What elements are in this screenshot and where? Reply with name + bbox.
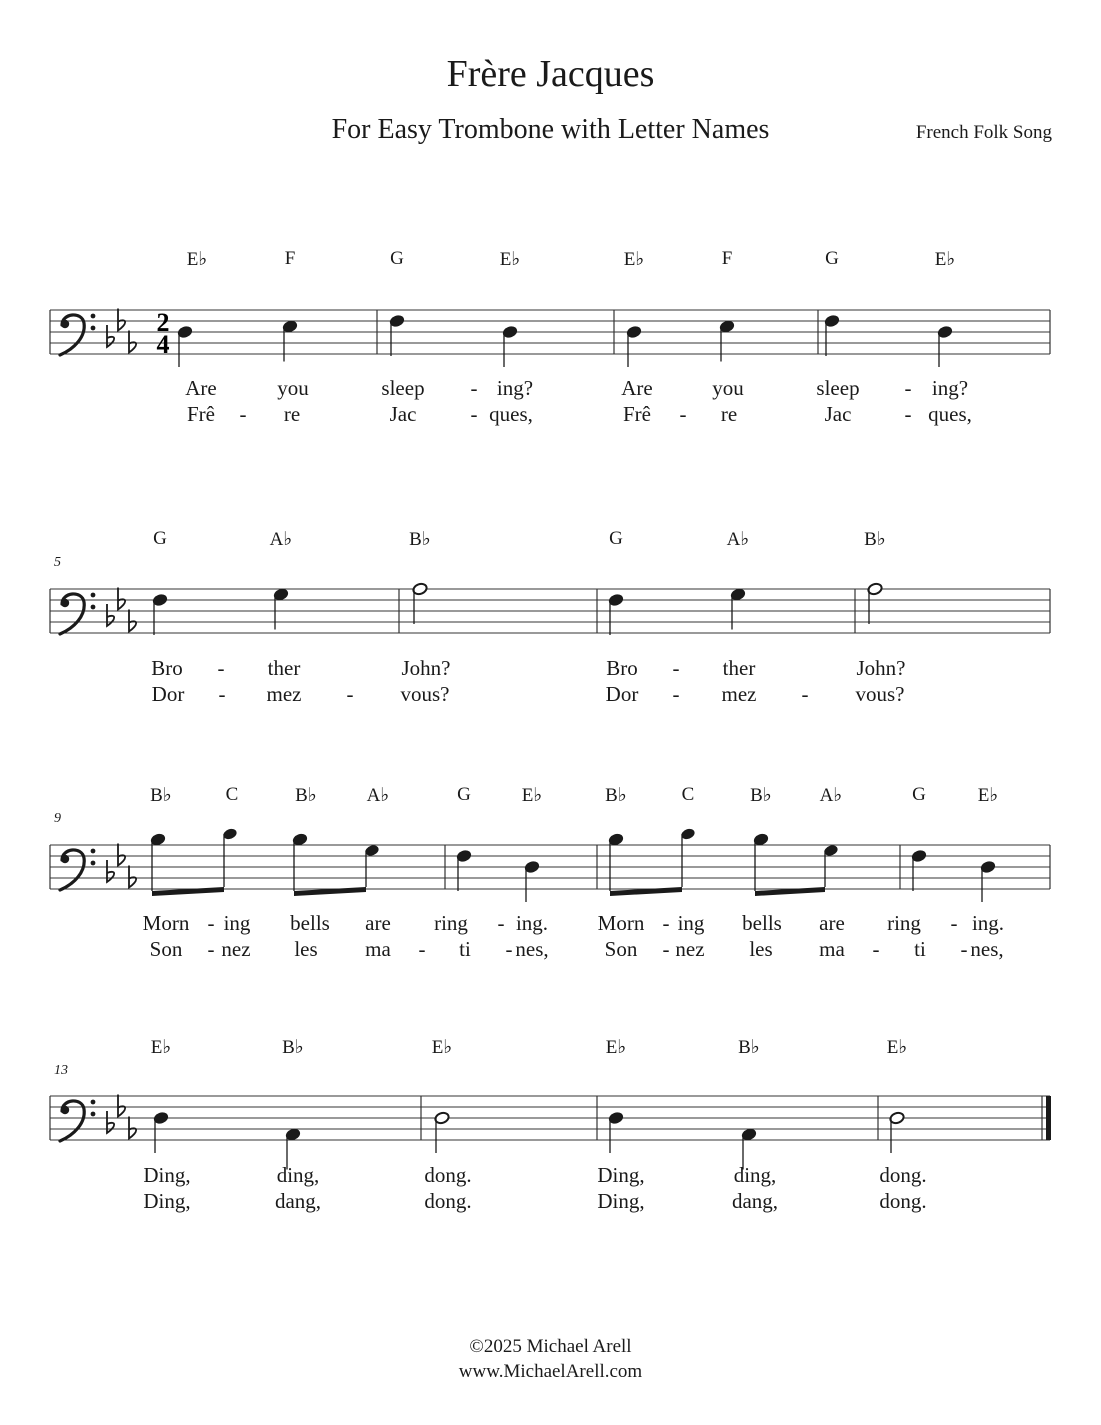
lyric-verse-1: ing <box>223 911 251 935</box>
note-letter-name: E♭ <box>521 785 543 806</box>
note-letter-name: F <box>721 248 733 269</box>
note-letter-name: G <box>457 784 471 805</box>
lyric-verse-1: ring <box>887 911 921 935</box>
copyright-notice: ©2025 Michael Arell <box>469 1336 632 1357</box>
lyric-verse-1: Ding, <box>143 1163 191 1187</box>
lyric-verse-1: - <box>904 376 912 400</box>
lyric-verse-2: Ding, <box>597 1189 645 1213</box>
lyric-verse-2: - <box>239 402 247 426</box>
lyric-verse-2: - <box>679 402 687 426</box>
lyric-verse-2: vous? <box>400 682 450 706</box>
lyric-verse-1: John? <box>856 656 906 680</box>
note-letter-name: E♭ <box>623 249 645 270</box>
time-signature-top: 2 <box>156 308 170 337</box>
lyric-verse-1: - <box>950 911 958 935</box>
lyric-verse-1: you <box>712 376 744 400</box>
lyric-verse-2: Son <box>604 937 638 961</box>
note-letter-name: A♭ <box>269 529 293 550</box>
lyric-verse-1: ing <box>677 911 705 935</box>
song-title: Frère Jacques <box>446 53 655 95</box>
lyric-verse-1: Bro <box>151 656 183 680</box>
lyric-verse-2: Son <box>149 937 183 961</box>
lyric-verse-1: Morn <box>142 911 190 935</box>
lyric-verse-2: Jac <box>824 402 852 426</box>
lyric-verse-2: les <box>749 937 773 961</box>
lyric-verse-2: - <box>470 402 478 426</box>
bass-clef-dot <box>91 1100 96 1105</box>
lyric-verse-2: - <box>218 682 226 706</box>
lyric-verse-2: ti <box>459 937 471 961</box>
lyric-verse-2: - <box>346 682 354 706</box>
measure-number: 5 <box>54 555 61 570</box>
key-signature-flat <box>107 1111 114 1133</box>
key-signature-flat <box>118 1095 125 1117</box>
lyric-verse-2: ma <box>365 937 391 961</box>
note-letter-name: E♭ <box>150 1037 172 1058</box>
note-letter-name: G <box>825 248 839 269</box>
lyric-verse-2: - <box>872 937 880 961</box>
lyric-verse-2: vous? <box>855 682 905 706</box>
lyric-verse-1: are <box>365 911 391 935</box>
lyric-verse-1: Are <box>185 376 217 400</box>
note-letter-name: B♭ <box>295 785 317 806</box>
lyric-verse-1: - <box>470 376 478 400</box>
note-letter-name: E♭ <box>934 249 956 270</box>
lyric-verse-1: ing? <box>496 376 534 400</box>
lyric-verse-1: Morn <box>597 911 645 935</box>
lyric-verse-2: - <box>662 937 670 961</box>
lyric-verse-2: dang, <box>731 1189 779 1213</box>
lyric-verse-1: ing? <box>931 376 969 400</box>
note-letter-name: A♭ <box>726 529 750 550</box>
note-letter-name: E♭ <box>431 1037 453 1058</box>
lyric-verse-1: Bro <box>606 656 638 680</box>
lyric-verse-1: ring <box>434 911 468 935</box>
note-letter-name: B♭ <box>605 785 627 806</box>
lyric-verse-1: John? <box>401 656 451 680</box>
lyric-verse-1: dong. <box>879 1163 927 1187</box>
note-letter-name: B♭ <box>150 785 172 806</box>
note-letter-name: C <box>225 784 239 805</box>
lyric-verse-2: Frê <box>187 402 215 426</box>
lyric-verse-2: - <box>505 937 513 961</box>
lyric-verse-1: bells <box>290 911 330 935</box>
song-subtitle: For Easy Trombone with Letter Names <box>331 114 770 145</box>
measure-number: 13 <box>54 1063 68 1078</box>
note-letter-name: E♭ <box>886 1037 908 1058</box>
composer-credit: French Folk Song <box>915 122 1052 143</box>
lyric-verse-1: ding, <box>276 1163 320 1187</box>
lyric-verse-2: ti <box>914 937 926 961</box>
lyric-verse-2: Ding, <box>143 1189 191 1213</box>
note-letter-name: B♭ <box>409 529 431 550</box>
note-letter-name: B♭ <box>864 529 886 550</box>
lyric-verse-1: ing. <box>971 911 1005 935</box>
lyric-verse-2: les <box>294 937 318 961</box>
bass-clef-dot <box>61 1106 69 1114</box>
lyric-verse-2: dang, <box>274 1189 322 1213</box>
lyric-verse-2: re <box>720 402 738 426</box>
final-bar-thick <box>1046 1096 1051 1140</box>
note-letter-name: G <box>912 784 926 805</box>
note-letter-name: C <box>681 784 695 805</box>
lyric-verse-2: Jac <box>389 402 417 426</box>
lyric-verse-1: - <box>207 911 215 935</box>
note-letter-name: B♭ <box>738 1037 760 1058</box>
lyric-verse-1: ing. <box>515 911 549 935</box>
lyric-verse-2: nes, <box>515 937 549 961</box>
lyric-verse-1: - <box>217 656 225 680</box>
note-letter-name: A♭ <box>819 785 843 806</box>
lyric-verse-1: sleep <box>816 376 860 400</box>
lyric-verse-1: are <box>819 911 845 935</box>
lyric-verse-2: - <box>904 402 912 426</box>
note-letter-name: A♭ <box>366 785 390 806</box>
bass-clef-dot <box>91 1112 96 1117</box>
note-letter-name: G <box>609 528 623 549</box>
lyric-verse-2: mez <box>266 682 302 706</box>
measure-number: 9 <box>54 811 61 826</box>
note-letter-name: E♭ <box>186 249 208 270</box>
lyric-verse-1: - <box>497 911 505 935</box>
lyric-verse-1: - <box>662 911 670 935</box>
lyric-verse-2: Frê <box>623 402 651 426</box>
lyric-verse-1: dong. <box>424 1163 472 1187</box>
lyric-verse-1: ther <box>267 656 301 680</box>
note-letter-name: B♭ <box>750 785 772 806</box>
lyric-verse-2: mez <box>721 682 757 706</box>
note-letter-name: F <box>284 248 296 269</box>
note-letter-name: G <box>153 528 167 549</box>
lyric-verse-2: ques, <box>489 402 533 426</box>
lyric-verse-2: - <box>960 937 968 961</box>
lyric-verse-2: Dor <box>151 682 185 706</box>
lyric-verse-1: Are <box>621 376 653 400</box>
lyric-verse-1: ding, <box>733 1163 777 1187</box>
lyric-verse-2: - <box>207 937 215 961</box>
lyric-verse-1: sleep <box>381 376 425 400</box>
lyric-verse-2: nes, <box>970 937 1004 961</box>
lyric-verse-2: Dor <box>605 682 639 706</box>
lyric-verse-2: - <box>418 937 426 961</box>
lyric-verse-2: dong. <box>879 1189 927 1213</box>
time-signature-bottom: 4 <box>156 330 170 359</box>
note-letter-name: E♭ <box>499 249 521 270</box>
lyric-verse-1: you <box>277 376 309 400</box>
lyric-verse-2: dong. <box>424 1189 472 1213</box>
lyric-verse-1: ther <box>722 656 756 680</box>
lyric-verse-2: ques, <box>928 402 972 426</box>
lyric-verse-1: bells <box>742 911 782 935</box>
note-letter-name: E♭ <box>977 785 999 806</box>
lyric-verse-2: ma <box>819 937 845 961</box>
note-letter-name: B♭ <box>282 1037 304 1058</box>
key-signature-flat <box>129 1117 136 1139</box>
note-letter-name: E♭ <box>605 1037 627 1058</box>
lyric-verse-2: - <box>672 682 680 706</box>
lyric-verse-1: - <box>672 656 680 680</box>
website-link: www.MichaelArell.com <box>458 1361 643 1382</box>
lyric-verse-1: Ding, <box>597 1163 645 1187</box>
lyric-verse-2: - <box>801 682 809 706</box>
lyric-verse-2: nez <box>675 937 705 961</box>
lyric-verse-2: nez <box>221 937 251 961</box>
note-letter-name: G <box>390 248 404 269</box>
lyric-verse-2: re <box>283 402 301 426</box>
